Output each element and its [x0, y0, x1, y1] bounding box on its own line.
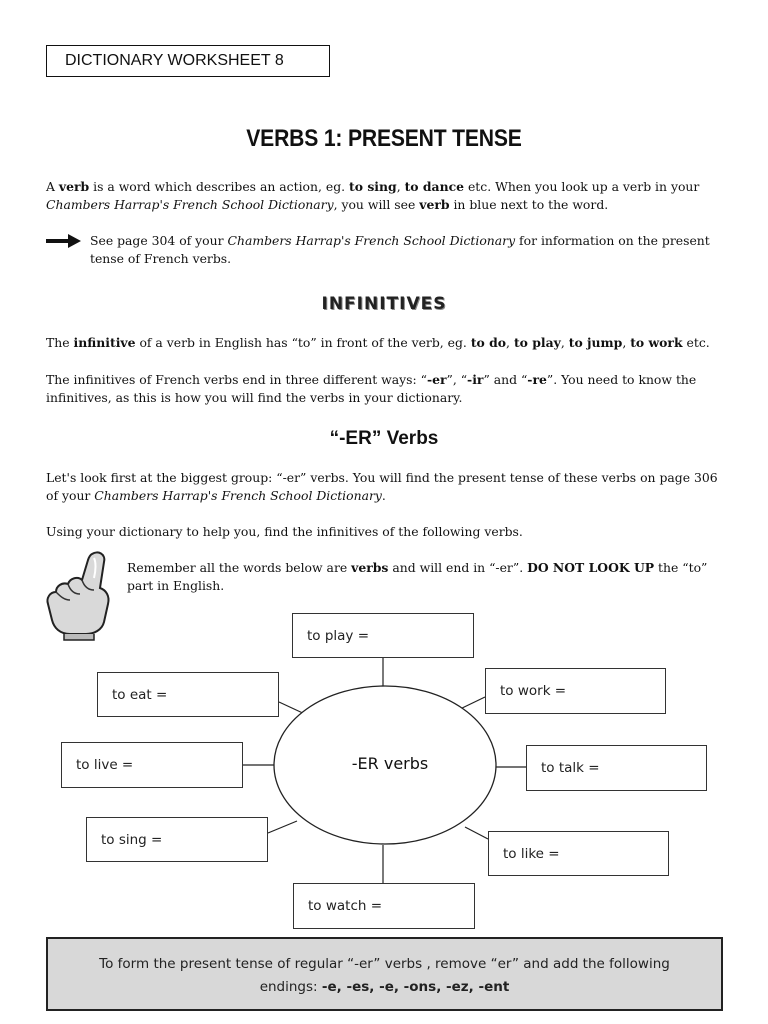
rule-callout	[46, 937, 723, 1011]
answer-box-eat[interactable]	[97, 672, 279, 717]
page-title: VERBS 1: PRESENT TENSE	[246, 125, 522, 152]
verb-prompt: to work =	[500, 683, 567, 699]
answer-box-talk[interactable]	[526, 745, 707, 791]
verb-prompt: to play =	[307, 627, 370, 644]
verb-prompt: to live =	[76, 757, 134, 773]
verb-prompt: to like =	[503, 845, 560, 862]
intro-paragraph: A verb is a word which describes an action, eg. to sing, to dance etc. When you look up a verb in your Chambers Harrap's French School Dictionary, you will see verb in blue next to the word.	[46, 179, 700, 212]
connector-line	[268, 821, 297, 833]
verb-prompt: to sing =	[101, 831, 163, 848]
answer-box-watch[interactable]	[293, 883, 475, 929]
verb-prompt: to talk =	[541, 760, 600, 776]
rule-line-1: To form the present tense of regular “-er” verbs , remove “er” and add the following	[99, 956, 670, 972]
see-page-note: See page 304 of your Chambers Harrap's French School Dictionary for information on the present tense of French verbs.	[90, 233, 710, 266]
section-heading-er-verbs: “-ER” Verbs	[329, 428, 439, 449]
instruction-paragraph: Using your dictionary to help you, find the infinitives of the following verbs.	[46, 524, 523, 539]
remember-note: Remember all the words below are verbs and will end in “-er”. DO NOT LOOK UP the “to” part in English.	[127, 560, 708, 593]
answer-box-play[interactable]	[292, 613, 474, 658]
answer-box-sing[interactable]	[86, 817, 268, 862]
answer-box-live[interactable]	[61, 742, 243, 788]
verb-prompt: to eat =	[112, 686, 168, 703]
connector-line	[465, 827, 488, 839]
section-heading-infinitives: INFINITIVES	[321, 294, 447, 314]
rule-line-2: endings: -e, -es, -e, -ons, -ez, -ent	[259, 979, 510, 995]
answer-box-work[interactable]	[485, 668, 666, 714]
worksheet-label: DICTIONARY WORKSHEET 8	[46, 45, 330, 77]
biggest-group-paragraph: Let's look first at the biggest group: “-er” verbs. You will find the present tense of these verbs on page 306 of your Chambers Harrap's French School Dictionary.	[46, 470, 718, 503]
verb-prompt: to watch =	[308, 898, 383, 914]
diagram-center-label: -ER verbs	[351, 754, 429, 773]
answer-box-like[interactable]	[488, 831, 669, 876]
endings-list: -e, -es, -e, -ons, -ez, -ent	[321, 979, 510, 995]
infinitive-paragraph: The infinitive of a verb in English has “to” in front of the verb, eg. to do, to play, to jump, to work etc.	[46, 335, 710, 350]
endings-paragraph: The infinitives of French verbs end in three different ways: “-er”, “-ir” and “-re”. You need to know the infinitives, as this is how you will find the verbs in your dictionary.	[46, 372, 697, 405]
